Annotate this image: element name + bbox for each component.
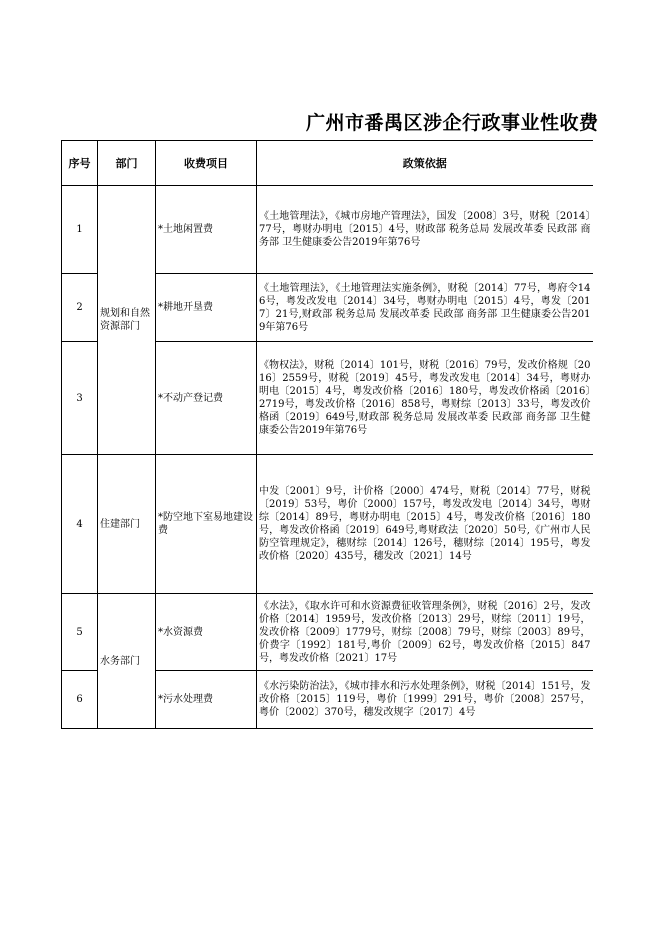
policy-basis: 《土地管理法》，《土地管理法实施条例》，财税〔2014〕77号，粤府令146号，粤发改发电〔2014〕34号，粤财办明电〔2015〕4号，粤发〔2017〕21号,财政部 税务总局 发展改革委 民政部 商务部 卫生健康委公告2019年第76号 xyxy=(257,274,593,342)
dept-cell: 住建部门 xyxy=(98,455,156,594)
fee-table xyxy=(61,140,593,729)
policy-basis: 《物权法》，财税〔2014〕101号，财税〔2016〕79号，发改价格规〔2016〕2559号，财税〔2019〕45号，粤发改发电〔2014〕34号，粤财办明电〔2015〕4号，粤发改价格〔2016〕180号，粤发改价格函〔2016〕2719号，粤发改价格〔2016〕858号，粤财综〔2013〕33号，粤发改价格函〔2019〕649号,财政部 税务总局 发展改革委 民政部 商务部 卫生健康委公告2019年第76号 xyxy=(257,342,593,455)
row-seq: 1 xyxy=(62,186,98,274)
header-seq: 序号 xyxy=(62,141,98,186)
fee-item: *污水处理费 xyxy=(156,671,257,729)
table-row xyxy=(62,455,593,594)
fee-item: *水资源费 xyxy=(156,594,257,671)
dept-cell: 规划和自然资源部门 xyxy=(98,186,156,455)
header-row xyxy=(62,141,593,186)
row-seq: 2 xyxy=(62,274,98,342)
fee-item: *土地闲置费 xyxy=(156,186,257,274)
row-seq: 3 xyxy=(62,342,98,455)
header-dept: 部门 xyxy=(98,141,156,186)
policy-basis: 《水法》，《取水许可和水资源费征收管理条例》，财税〔2016〕2号，发改价格〔2014〕1959号，发改价格〔2013〕29号，财综〔2011〕19号，发改价格〔2009〕1779号，财综〔2008〕79号，财综〔2003〕89号，价费字〔1992〕181号,粤价〔2009〕62号，粤发改价格〔2015〕847号，粤发改价格〔2021〕17号 xyxy=(257,594,593,671)
table-row xyxy=(62,594,593,671)
table-row xyxy=(62,186,593,274)
policy-basis: 中发〔2001〕9号，计价格〔2000〕474号，财税〔2014〕77号，财税〔2019〕53号，粤价〔2000〕157号，粤发改发电〔2014〕34号，粤财综〔2014〕89号，粤财办明电〔2015〕4号，粤发改价格〔2016〕180号，粤发改价格函〔2019〕649号,粤财政法〔2020〕50号,《广州市人民防空管理规定》，穗财综〔2014〕126号，穗财综〔2014〕195号，粤发改价格〔2020〕435号，穗发改〔2021〕14号 xyxy=(257,455,593,594)
row-seq: 4 xyxy=(62,455,98,594)
page-title: 广州市番禺区涉企行政事业性收费 xyxy=(306,112,599,134)
header-item: 收费项目 xyxy=(156,141,257,186)
fee-item: *不动产登记费 xyxy=(156,342,257,455)
dept-cell: 水务部门 xyxy=(98,594,156,729)
policy-basis: 《土地管理法》，《城市房地产管理法》，国发〔2008〕3号，财税〔2014〕77号，粤财办明电〔2015〕4号，财政部 税务总局 发展改革委 民政部 商务部 卫生健康委公告2019年第76号 xyxy=(257,186,593,274)
row-seq: 6 xyxy=(62,671,98,729)
fee-item: *耕地开垦费 xyxy=(156,274,257,342)
header-basis: 政策依据 xyxy=(257,141,593,186)
policy-basis: 《水污染防治法》，《城市排水和污水处理条例》，财税〔2014〕151号，发改价格〔2015〕119号，粤价〔1999〕291号，粤价〔2008〕257号，粤价〔2002〕370号，穗发改规字〔2017〕4号 xyxy=(257,671,593,729)
row-seq: 5 xyxy=(62,594,98,671)
fee-item: *防空地下室易地建设费 xyxy=(156,455,257,594)
